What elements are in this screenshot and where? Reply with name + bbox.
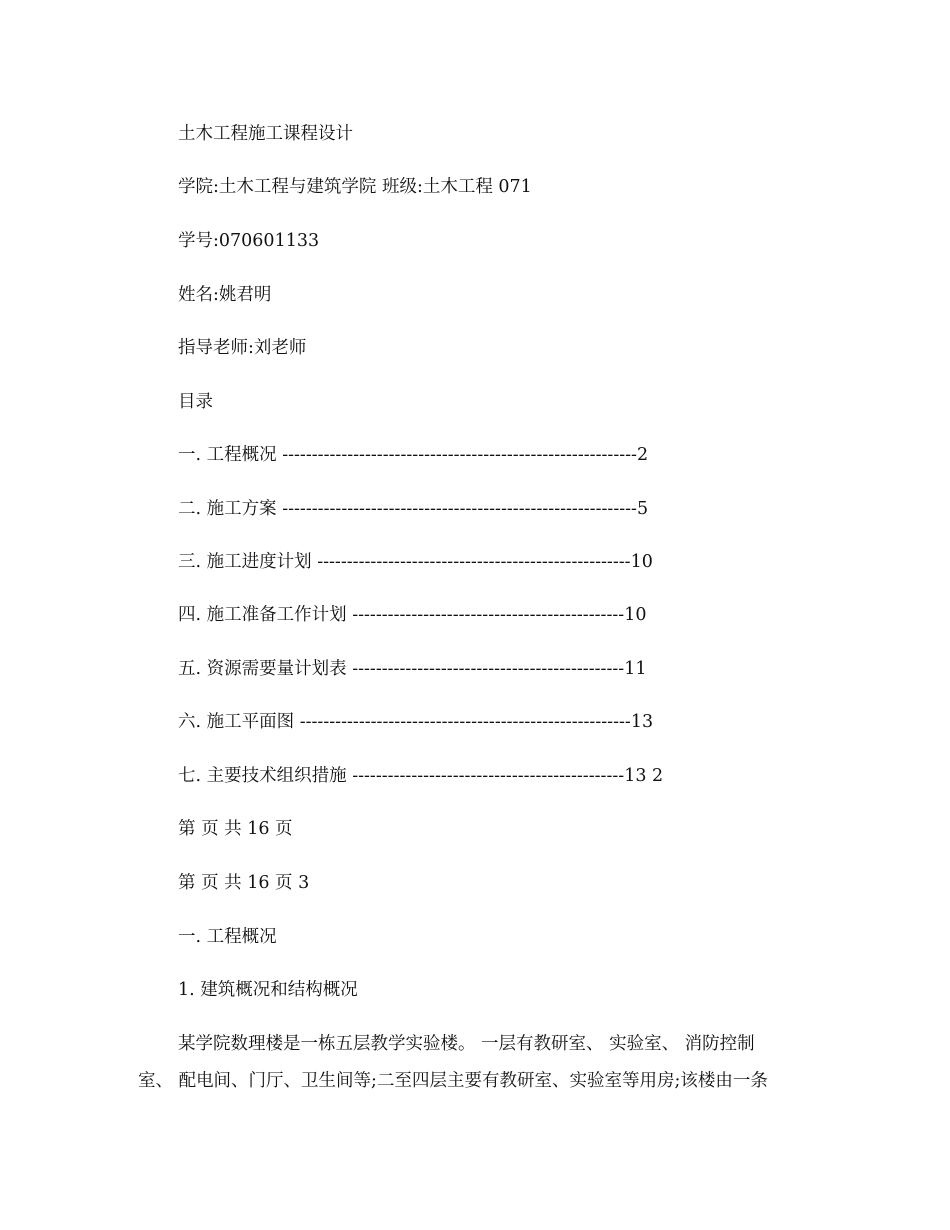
toc-heading: 目录	[178, 392, 213, 412]
subsection-heading: 1. 建筑概况和结构概况	[178, 980, 358, 1000]
toc-item: 三. 施工进度计划 -----------------------------------------------------10	[178, 552, 653, 572]
body-text-line: 某学院数理楼是一栋五层教学实验楼。 一层有教研室、 实验室、 消防控制	[178, 1034, 755, 1054]
student-id-line: 学号:070601133	[178, 231, 320, 251]
toc-item: 二. 施工方案 ------------------------------------------------------------5	[178, 499, 649, 519]
page-footer: 第 页 共 16 页	[178, 819, 293, 839]
section-heading: 一. 工程概况	[178, 927, 277, 947]
toc-item: 七. 主要技术组织措施 ----------------------------------------------13 2	[178, 766, 664, 786]
page-footer: 第 页 共 16 页 3	[178, 873, 310, 893]
toc-item: 五. 资源需要量计划表 ----------------------------------------------11	[178, 659, 647, 679]
student-name-line: 姓名:姚君明	[178, 285, 272, 305]
toc-item: 一. 工程概况 ------------------------------------------------------------2	[178, 445, 649, 465]
college-class-line: 学院:土木工程与建筑学院 班级:土木工程 071	[178, 177, 532, 197]
body-text-line: 室、 配电间、门厅、卫生间等;二至四层主要有教研室、实验室等用房;该楼由一条	[138, 1071, 768, 1091]
document-title: 土木工程施工课程设计	[178, 124, 353, 144]
toc-item: 六. 施工平面图 --------------------------------------------------------13	[178, 712, 654, 732]
toc-item: 四. 施工准备工作计划 ----------------------------------------------10	[178, 605, 647, 625]
advisor-line: 指导老师:刘老师	[178, 338, 307, 358]
